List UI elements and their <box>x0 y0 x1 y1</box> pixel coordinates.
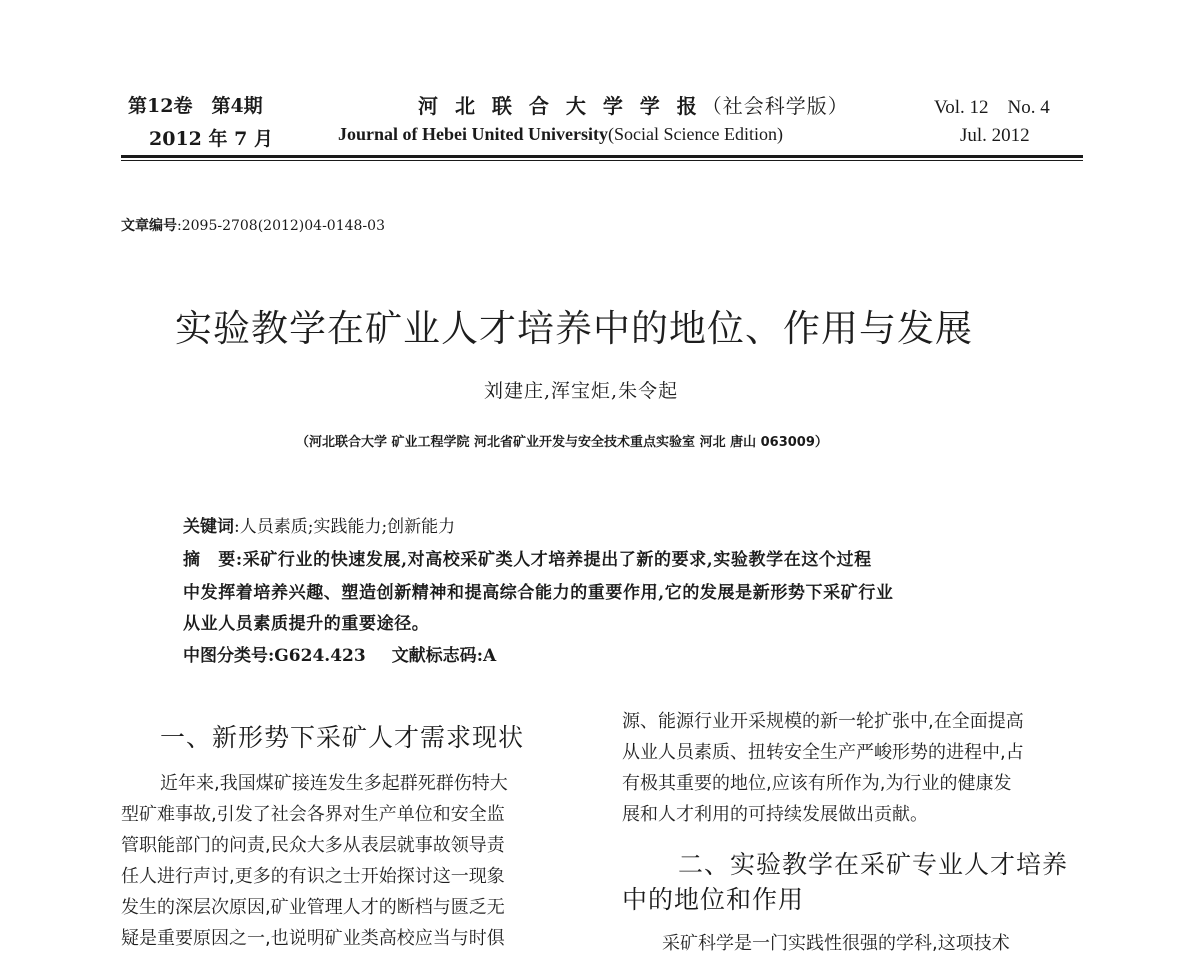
keywords-label: 关键词 <box>183 517 234 537</box>
clc-value: :G624.423 <box>268 646 366 666</box>
journal-edition-en: (Social Science Edition) <box>608 124 783 144</box>
article-number-value: :2095-2708(2012)04-0148-03 <box>177 218 385 234</box>
clc-label: 中图分类号 <box>183 646 268 666</box>
header-rule-thick <box>121 155 1083 158</box>
issue-date: 2012 年 7 月 <box>149 128 273 150</box>
authors: 刘建庄,浑宝炬,朱令起 <box>484 380 679 402</box>
abstract-line: 中发挥着培养兴趣、塑造创新精神和提高综合能力的重要作用,它的发展是新形势下采矿行业 <box>183 583 894 603</box>
vol-no: Vol. 12 No. 4 <box>934 97 1050 118</box>
abstract-label: 摘 要 <box>183 550 236 570</box>
abstract-line <box>183 545 872 570</box>
section-2-heading: 二、实验教学在采矿专业人才培养 <box>678 850 1069 879</box>
keywords <box>183 512 455 537</box>
journal-edition-cn: （社会科学版） <box>701 94 849 118</box>
body-line: 近年来,我国煤矿接连发生多起群死群伤特大 <box>160 773 508 794</box>
body-line: 发生的深层次原因,矿业管理人才的断档与匮乏无 <box>121 897 505 918</box>
abstract-line: 从业人员素质提升的重要途径。 <box>183 614 430 634</box>
body-line: 型矿难事故,引发了社会各界对生产单位和安全监 <box>121 804 505 825</box>
classification <box>183 641 496 666</box>
article-number-label: 文章编号 <box>121 218 177 234</box>
body-line: 管职能部门的问责,民众大多从表层就事故领导责 <box>121 835 505 856</box>
section-1-heading: 一、新形势下采矿人才需求现状 <box>160 723 525 752</box>
body-line: 从业人员素质、扭转安全生产严峻形势的进程中,占 <box>622 742 1024 763</box>
body-line: 疑是重要原因之一,也说明矿业类高校应当与时俱 <box>121 928 505 949</box>
doc-code-value: :A <box>476 646 497 666</box>
section-2-heading-cont: 中的地位和作用 <box>622 885 805 914</box>
affiliation: （河北联合大学 矿业工程学院 河北省矿业开发与安全技术重点实验室 河北 唐山 063009） <box>296 435 828 450</box>
article-number <box>121 215 385 235</box>
abstract-text: :采矿行业的快速发展,对高校采矿类人才培养提出了新的要求,实验教学在这个过程 <box>235 550 872 570</box>
body-line: 源、能源行业开采规模的新一轮扩张中,在全面提高 <box>622 711 1024 732</box>
body-line: 任人进行声讨,更多的有识之士开始探讨这一现象 <box>121 866 505 887</box>
body-line: 采矿科学是一门实践性很强的学科,这项技术 <box>662 933 1010 954</box>
header-rule-thin <box>121 160 1083 161</box>
article-title: 实验教学在矿业人才培养中的地位、作用与发展 <box>175 307 973 350</box>
doc-code-label: 文献标志码 <box>391 646 477 666</box>
journal-title-cn <box>418 90 849 119</box>
body-line: 展和人才利用的可持续发展做出贡献。 <box>622 804 928 825</box>
journal-name-cn: 河 北 联 合 大 学 学 报 <box>418 94 702 118</box>
month-year: Jul. 2012 <box>960 125 1030 146</box>
body-line: 有极其重要的地位,应该有所作为,为行业的健康发 <box>622 773 1012 794</box>
keywords-value: :人员素质;实践能力;创新能力 <box>234 517 456 537</box>
volume-issue: 第12卷 第4期 <box>128 95 263 117</box>
journal-name-en: Journal of Hebei United University <box>338 124 608 144</box>
journal-title-en <box>338 124 783 145</box>
